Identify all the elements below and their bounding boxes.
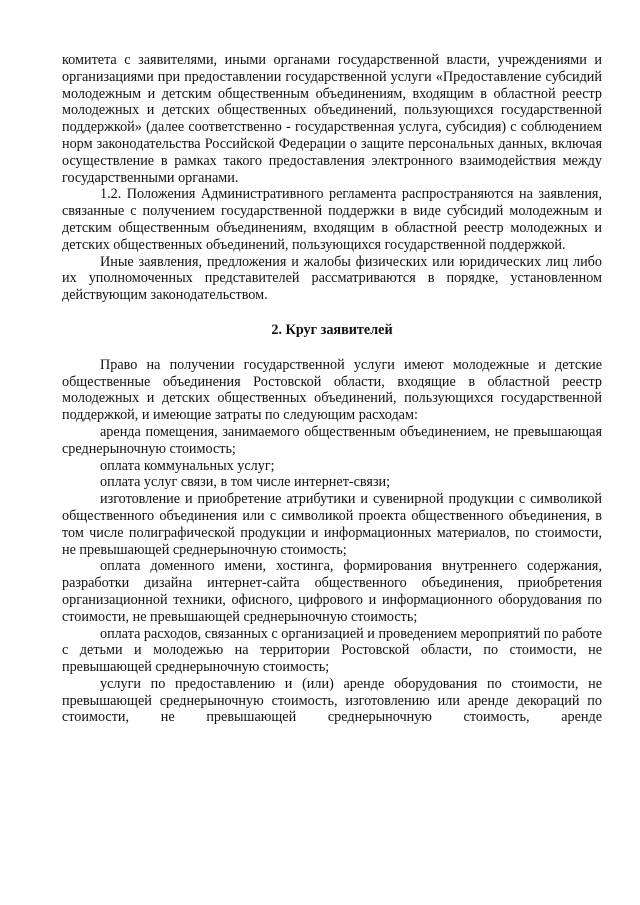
expense-item-events: оплата расходов, связанных с организацией и проведением мероприятий по работе с детьми и молодежью на территории Ростовской области, по стоимости, не превышающей среднерыночную стоимость; [62, 625, 602, 676]
expense-item-utilities: оплата коммунальных услуг; [100, 457, 275, 474]
clause-1-2-paragraph: 1.2. Положения Административного регламента распространяются на заявления, связанные с получением государственной поддержки в виде субсидий молодежным и детским общественным объединениям, входящим в областной реестр молодежных и детских общественных объединений, пользующихся государственной поддержкой. [62, 186, 602, 253]
expense-item-equipment-rental: услуги по предоставлению и (или) аренде оборудования по стоимости, не превышающей среднерыночную стоимость, изготовлению или аренде декораций по стоимости, не превышающей среднерыночную стоимость, аренде [62, 675, 602, 726]
right-to-service-paragraph: Право на получении государственной услуги имеют молодежные и детские общественные объединения Ростовской области, входящие в областной реестр молодежных и детских общественных объединений, пользующихся государственной поддержкой, и имеющие затраты по следующим расходам: [62, 356, 602, 424]
expense-item-website-equipment: оплата доменного имени, хостинга, формирования внутреннего содержания, разработки дизайна интернет-сайта общественного объединения, приобретения организационной техники, офисного, цифрового и информационного оборудования по стоимости, не превышающей среднерыночную стоимость; [62, 558, 602, 625]
other-requests-paragraph: Иные заявления, предложения и жалобы физических или юридических лиц либо их уполномоченных представителей рассматриваются в порядке, установленном действующим законодательством. [62, 253, 602, 304]
expense-item-souvenirs: изготовление и приобретение атрибутики и сувенирной продукции с символикой общественного объединения или с символикой проекта общественного объединения, в том числе полиграфической продукции и информационных материалов, по стоимости, не превышающей среднерыночную стоимость; [62, 491, 602, 558]
intro-paragraph: комитета с заявителями, иными органами государственной власти, учреждениями и организациями при предоставлении государственной услуги «Предоставление субсидий молодежным и детским общественным объединениям, входящим в областной реестр молодежных и детских общественных объединений, пользующихся государственной поддержкой» (далее соответственно - государственная услуга, субсидия) с соблюдением норм законодательства Российской Федерации о защите персональных данных, включая осуществление в рамках такого предоставления электронного взаимодействия между государственными органами. [62, 52, 602, 186]
expense-item-communications: оплата услуг связи, в том числе интернет-связи; [100, 474, 391, 491]
section-title: 2. Круг заявителей [271, 321, 393, 338]
expense-item-rent: аренда помещения, занимаемого общественным объединением, не превышающая среднерыночную стоимость; [62, 423, 602, 457]
